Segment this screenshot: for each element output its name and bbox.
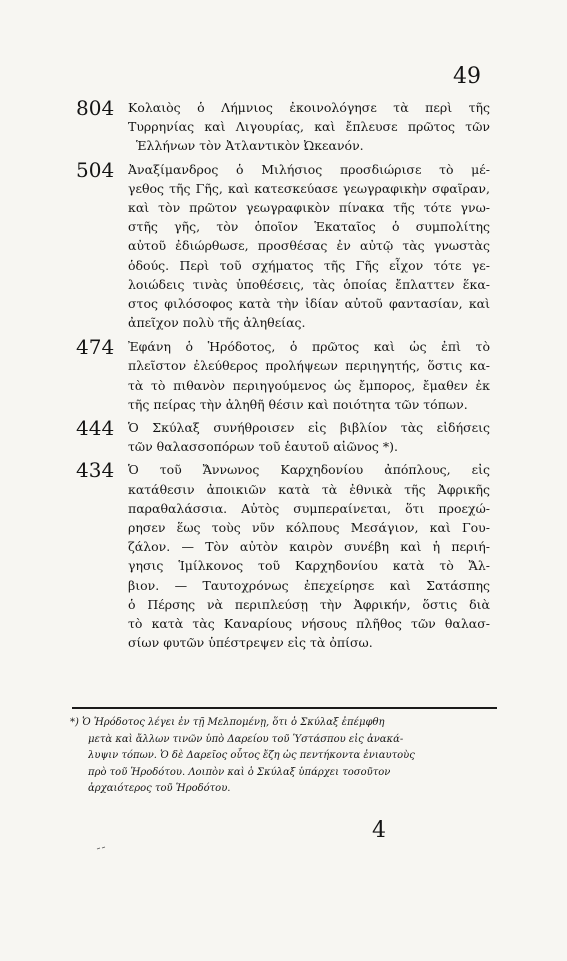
entry-line: τὰ τὸ πιθανὸν περιηγούμενος ὡς ἔμπορος, ἔμαθεν ἐκ — [128, 377, 490, 393]
footnote — [70, 715, 488, 798]
entry-year: 444 — [76, 416, 115, 440]
footnote-rule — [72, 707, 497, 709]
entry-line: τῆς πείρας τὴν ἀληθῆ θέσιν καὶ ποιότητα τῶν τόπων. — [128, 396, 468, 412]
entry-line: στος φιλόσοφος κατὰ τὴν ἰδίαν αὐτοῦ φαντασίαν, καὶ — [128, 295, 490, 311]
entry-line: σίων φυτῶν ὑπέστρεψεν εἰς τὰ ὀπίσω. — [128, 635, 373, 651]
entry-year: 434 — [76, 458, 115, 483]
entry-year: 474 — [76, 335, 115, 360]
entry-504 — [70, 157, 490, 333]
entry-line: ὁδούς. Περὶ τοῦ σχήματος τῆς Γῆς εἶχον τότε γε- — [128, 257, 490, 273]
chronology-entries — [70, 98, 490, 652]
entry-line: Τυρρηνίας καὶ Λιγουρίας, καὶ ἔπλευσε πρῶτος τῶν — [128, 119, 490, 135]
footnote-line: ἀρχαιότερος τοῦ Ἡροδότου. — [88, 783, 231, 794]
entry-line: Ἀναξίμανδρος ὁ Μιλήσιος προσδιώρισε τὸ μέ- — [128, 161, 490, 177]
footnote-line: πρὸ τοῦ Ἡροδότου. Λοιπὸν καὶ ὁ Σκύλαξ ὑπάρχει τοσοῦτον — [88, 766, 391, 778]
page-number: 49 — [453, 64, 481, 89]
entry-line: ὁ Πέρσης νὰ περιπλεύσῃ τὴν Ἀφρικήν, ὅστις διὰ — [128, 596, 490, 612]
entry-line: Ὁ τοῦ Ἄννωνος Καρχηδονίου ἀπόπλους, εἰς — [128, 462, 490, 478]
entry-line: παραθαλάσσια. Αὐτὸς συμπεραίνεται, ὅτι προεχώ- — [128, 500, 490, 516]
entry-474 — [70, 337, 490, 414]
entry-line: πλεῖστον ἐλεύθερος προλήψεων περιηγητής, ὅστις κα- — [128, 358, 490, 374]
entry-line: γεθος τῆς Γῆς, καὶ κατεσκεύασε γεωγραφικὴν σφαῖραν, — [128, 180, 490, 196]
printer-signature: 4 — [372, 818, 386, 843]
entry-line: γησις Ἱμίλκονος τοῦ Καρχηδονίου κατὰ τὸ Ἄλ- — [128, 558, 490, 574]
entry-line: λοιώδεις τινὰς ὑποθέσεις, τὰς ὁποίας ἔπλαττεν ἕκα- — [128, 276, 490, 292]
entry-line: στῆς γῆς, τὸν ὁποῖον Ἑκαταῖος ὁ συμπολίτης — [128, 219, 490, 235]
entry-line: τῶν θαλασσοπόρων τοῦ ἑαυτοῦ αἰῶνος *). — [128, 439, 398, 455]
footnote-line: λυψιν τόπων. Ὁ δὲ Δαρεῖος οὗτος ἔζη ὡς πεντήκοντα ἐνιαυτοὺς — [88, 750, 415, 761]
entry-444 — [70, 418, 490, 456]
entry-line: ζάλον. — Τὸν αὐτὸν καιρὸν συνέβη καὶ ἡ περιή- — [128, 539, 490, 555]
entry-line: Ὁ Σκύλαξ συνήθροισεν εἰς βιβλίον τὰς εἰδήσεις — [128, 420, 490, 435]
footnote-line: μετὰ καὶ ἄλλων τινῶν ὑπὸ Δαρείου τοῦ Ὑστάσπου εἰς ἀνακά- — [88, 733, 404, 745]
entry-line: ἀπεῖχον πολὺ τῆς ἀληθείας. — [128, 315, 306, 331]
entry-line: Κολαιὸς ὁ Λήμνιος ἐκοινολόγησε τὰ περὶ τῆς — [128, 100, 490, 115]
footnote-line: *) Ὁ Ἡρόδοτος λέγει ἐν τῇ Μελπομένῃ, ὅτι ὁ Σκύλαξ ἐπέμφθη — [70, 717, 385, 728]
entry-804 — [70, 98, 490, 156]
entry-line: τὸ κατὰ τὰς Καναρίους νήσους πλῆθος τῶν θαλασ- — [128, 615, 490, 631]
entry-line: καὶ τὸν πρῶτον γεωγραφικὸν πίνακα τῆς τότε γνω- — [128, 199, 490, 215]
entry-line: Ἐφάνη ὁ Ἡρόδοτος, ὁ πρῶτος καὶ ὡς ἐπὶ τὸ — [128, 339, 490, 355]
entry-line: ρησεν ἕως τοὺς νῦν κόλπους Μεσάγιον, καὶ Γου- — [128, 519, 490, 535]
entry-year: 504 — [76, 157, 115, 182]
entry-year: 804 — [76, 96, 115, 120]
ink-speck-icon — [96, 845, 106, 851]
entry-line: βιον. — Ταυτοχρόνως ἐπεχείρησε καὶ Σατάσπης — [128, 577, 490, 593]
entry-line: αὐτοῦ ἐδιώρθωσε, προσθέσας ἐν αὐτῷ τὰς γνωστὰς — [128, 238, 490, 254]
entry-line: Ἑλλήνων τὸν Ἀτλαντικὸν Ὠκεανόν. — [136, 138, 364, 154]
entry-line: κατάθεσιν ἀποικιῶν κατὰ τὰ ἐθνικὰ τῆς Ἀφρικῆς — [128, 481, 490, 497]
entry-434 — [70, 460, 490, 652]
